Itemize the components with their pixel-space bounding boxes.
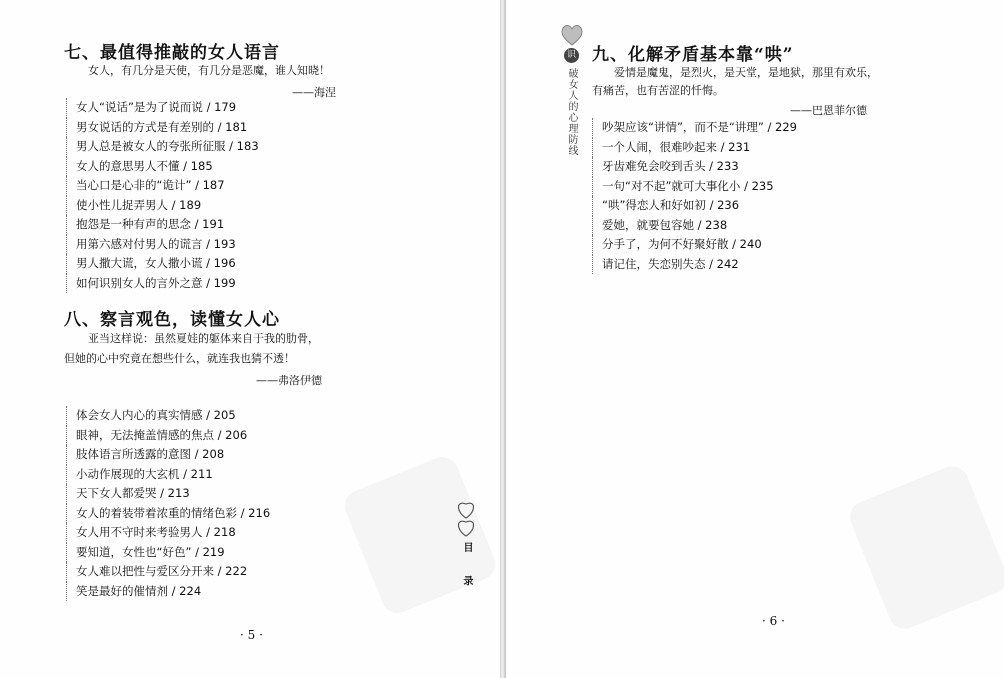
side-title-badge: 识	[564, 48, 579, 63]
section-9-epigraph-line-1: 爱情是魔鬼，是烈火，是天堂，是地狱，那里有欢乐，	[614, 66, 878, 79]
toc-item[interactable]: 男人撒大谎，女人撒小谎 / 196	[66, 254, 259, 274]
toc-item[interactable]: 当心口是心非的“诡计” / 187	[66, 176, 259, 196]
section-8-attribution: ——弗洛伊德	[256, 374, 322, 387]
right-page	[506, 0, 1004, 678]
section-7-attribution: ——海涅	[292, 86, 336, 99]
section-8-epigraph-line-1: 亚当这样说：虽然夏娃的躯体来自于我的肋骨，	[88, 332, 319, 345]
margin-label-contents: 目 录	[461, 542, 472, 596]
section-7-epigraph: 女人，有几分是天使，有几分是恶魔，谁人知晓！	[88, 64, 330, 77]
toc-item[interactable]: 肢体语言所透露的意图 / 208	[66, 445, 270, 465]
toc-item[interactable]: 吵架应该“讲情”，而不是“讲理” / 229	[592, 118, 797, 138]
toc-item[interactable]: 男人总是被女人的夸张所征服 / 183	[66, 137, 259, 157]
toc-item[interactable]: 女人用不守时来考验男人 / 218	[66, 523, 270, 543]
toc-item[interactable]: 小动作展现的大玄机 / 211	[66, 465, 270, 485]
toc-item[interactable]: 一个人闹，很难吵起来 / 231	[592, 138, 797, 158]
toc-item[interactable]: “哄”得恋人和好如初 / 236	[592, 196, 797, 216]
section-7-toc-list	[66, 98, 259, 293]
section-9-heading: 九、化解矛盾基本靠“哄”	[592, 45, 794, 65]
toc-item[interactable]: 天下女人都爱哭 / 213	[66, 484, 270, 504]
toc-item[interactable]: 男女说话的方式是有差别的 / 181	[66, 118, 259, 138]
toc-item[interactable]: 要知道，女性也“好色” / 219	[66, 543, 270, 563]
heart-emblem-icon	[560, 24, 584, 46]
toc-item[interactable]: 爱她，就要包容她 / 238	[592, 216, 797, 236]
toc-item[interactable]: 女人“说话”是为了说而说 / 179	[66, 98, 259, 118]
section-8-toc-list	[66, 406, 270, 601]
toc-item[interactable]: 抱怨是一种有声的思念 / 191	[66, 215, 259, 235]
toc-item[interactable]: 使小性儿捉弄男人 / 189	[66, 196, 259, 216]
side-title: 破女人的心理防线	[566, 68, 577, 156]
section-8-heading: 八、察言观色，读懂女人心	[64, 310, 280, 330]
toc-item[interactable]: 女人的着装带着浓重的情绪色彩 / 216	[66, 504, 270, 524]
toc-item[interactable]: 如何识别女人的言外之意 / 199	[66, 274, 259, 294]
section-8-epigraph-line-2: 但她的心中究竟在想些什么，就连我也猜不透！	[64, 352, 295, 365]
toc-item[interactable]: 一句“对不起”就可大事化小 / 235	[592, 177, 797, 197]
toc-item[interactable]: 女人难以把性与爱区分开来 / 222	[66, 562, 270, 582]
page-number: · 6 ·	[762, 614, 785, 628]
left-page	[0, 0, 500, 678]
watermark-logo	[845, 462, 1004, 634]
section-7-heading: 七、最值得推敲的女人语言	[64, 43, 280, 63]
toc-item[interactable]: 笑是最好的催情剂 / 224	[66, 582, 270, 602]
page-number: · 5 ·	[240, 628, 263, 642]
toc-item[interactable]: 眼神，无法掩盖情感的焦点 / 206	[66, 426, 270, 446]
toc-item[interactable]: 牙齿难免会咬到舌头 / 233	[592, 157, 797, 177]
section-9-toc-list	[592, 118, 797, 274]
section-9-attribution: ——巴恩菲尔德	[790, 104, 867, 117]
toc-item[interactable]: 女人的意思男人不懂 / 185	[66, 157, 259, 177]
toc-item[interactable]: 请记住，失恋别失态 / 242	[592, 255, 797, 275]
toc-item[interactable]: 分手了，为何不好聚好散 / 240	[592, 235, 797, 255]
section-9-epigraph-line-2: 有痛苦，也有苦涩的忏悔。	[592, 84, 724, 97]
double-heart-ornament-icon	[454, 498, 478, 538]
toc-item[interactable]: 体会女人内心的真实情感 / 205	[66, 406, 270, 426]
toc-item[interactable]: 用第六感对付男人的谎言 / 193	[66, 235, 259, 255]
